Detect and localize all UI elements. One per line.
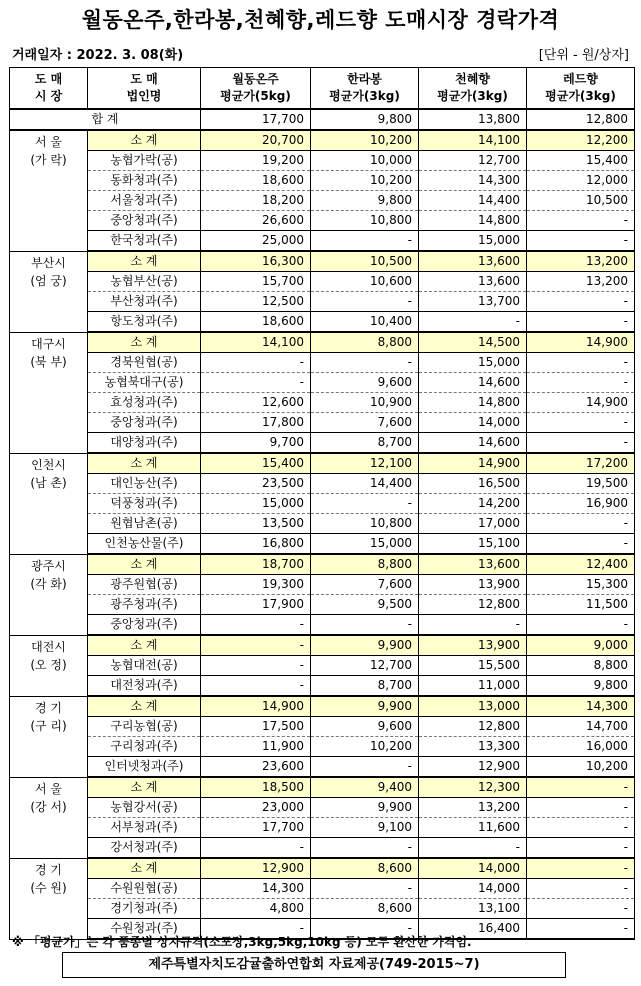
corp-name: 효성청과(주) — [88, 393, 201, 413]
corp-name: 대전청과(주) — [88, 676, 201, 697]
price-cell: 14,900 — [419, 453, 527, 474]
price-cell: 14,100 — [201, 332, 311, 353]
price-cell: 15,700 — [201, 272, 311, 292]
table-row — [10, 312, 635, 333]
price-cell: 12,200 — [527, 130, 635, 151]
price-cell: 12,300 — [419, 777, 527, 798]
corp-name: 농협가락(공) — [88, 151, 201, 171]
market-name: 대구시 (북 부) — [10, 332, 88, 453]
price-cell: 12,100 — [311, 453, 419, 474]
price-cell: 13,000 — [419, 696, 527, 717]
price-table — [9, 67, 635, 940]
price-cell: - — [311, 494, 419, 514]
price-cell: 9,800 — [527, 676, 635, 697]
table-row — [10, 151, 635, 171]
total-row — [10, 109, 635, 130]
corp-name: 광주원협(공) — [88, 575, 201, 595]
corp-name: 중앙청과(주) — [88, 211, 201, 231]
table-row — [10, 818, 635, 838]
price-cell: 17,900 — [201, 595, 311, 615]
market-name: 광주시 (각 화) — [10, 554, 88, 635]
price-cell: - — [311, 919, 419, 940]
price-cell: 8,700 — [311, 676, 419, 697]
price-cell: 14,700 — [527, 717, 635, 737]
price-cell: - — [311, 353, 419, 373]
price-cell: 12,900 — [419, 757, 527, 778]
table-row — [10, 899, 635, 919]
header-corp: 도 매 법인명 — [88, 68, 201, 110]
corp-name: 덕풍청과(주) — [88, 494, 201, 514]
price-cell: 17,200 — [527, 453, 635, 474]
price-cell: 9,800 — [311, 191, 419, 211]
price-cell: 17,700 — [201, 818, 311, 838]
header-market: 도 매 시 장 — [10, 68, 88, 110]
price-cell: 16,800 — [201, 534, 311, 555]
table-row — [10, 292, 635, 312]
total-label: 합 계 — [10, 109, 201, 130]
price-cell: 10,500 — [311, 251, 419, 272]
price-cell: - — [527, 211, 635, 231]
corp-name: 경기청과(주) — [88, 899, 201, 919]
price-cell: 13,600 — [419, 272, 527, 292]
price-cell: 8,800 — [311, 332, 419, 353]
price-cell: 10,900 — [311, 393, 419, 413]
price-cell: 8,700 — [311, 433, 419, 454]
price-cell: - — [527, 879, 635, 899]
table-row — [10, 737, 635, 757]
price-cell: 13,200 — [527, 251, 635, 272]
price-cell: 12,900 — [201, 858, 311, 879]
table-row — [10, 798, 635, 818]
price-cell: - — [527, 858, 635, 879]
price-cell: 12,700 — [419, 151, 527, 171]
price-cell: - — [311, 615, 419, 636]
price-cell: - — [419, 838, 527, 859]
price-cell: 14,000 — [419, 879, 527, 899]
price-cell: 16,900 — [527, 494, 635, 514]
market-name: 서 울 (강 서) — [10, 777, 88, 858]
price-cell: 16,500 — [419, 474, 527, 494]
table-row — [10, 717, 635, 737]
price-cell: 14,800 — [419, 211, 527, 231]
price-cell: 12,800 — [419, 595, 527, 615]
price-cell: 14,600 — [419, 433, 527, 454]
price-cell: - — [201, 353, 311, 373]
price-cell: 10,800 — [311, 514, 419, 534]
price-cell: 23,600 — [201, 757, 311, 778]
total-value: 12,800 — [527, 109, 635, 130]
price-cell: 23,000 — [201, 798, 311, 818]
corp-name: 소 계 — [88, 453, 201, 474]
price-cell: 15,500 — [419, 656, 527, 676]
price-cell: 12,800 — [419, 717, 527, 737]
price-cell: 15,000 — [419, 353, 527, 373]
price-cell: - — [527, 292, 635, 312]
header-redhyang: 레드향 평균가(3kg) — [527, 68, 635, 110]
header-hallabong: 한라봉 평균가(3kg) — [311, 68, 419, 110]
table-row — [10, 595, 635, 615]
price-cell: - — [527, 777, 635, 798]
price-cell: 12,000 — [527, 171, 635, 191]
price-cell: - — [527, 615, 635, 636]
price-cell: 9,000 — [527, 635, 635, 656]
price-cell: 12,400 — [527, 554, 635, 575]
table-row — [10, 373, 635, 393]
corp-name: 구리농협(공) — [88, 717, 201, 737]
corp-name: 구리청과(주) — [88, 737, 201, 757]
price-cell: 9,600 — [311, 373, 419, 393]
price-cell: 8,800 — [311, 554, 419, 575]
price-cell: 4,800 — [201, 899, 311, 919]
price-cell: - — [311, 838, 419, 859]
price-cell: 13,600 — [419, 251, 527, 272]
price-cell: 9,900 — [311, 696, 419, 717]
table-row — [10, 191, 635, 211]
price-cell: - — [527, 231, 635, 252]
price-cell: 15,400 — [201, 453, 311, 474]
price-cell: 13,300 — [419, 737, 527, 757]
price-cell: 11,600 — [419, 818, 527, 838]
price-cell: 9,900 — [311, 635, 419, 656]
price-cell: 13,500 — [201, 514, 311, 534]
corp-name: 농협대전(공) — [88, 656, 201, 676]
price-cell: 9,500 — [311, 595, 419, 615]
subtotal-row — [10, 130, 635, 151]
price-cell: 11,900 — [201, 737, 311, 757]
price-cell: - — [527, 919, 635, 940]
price-cell: 14,400 — [311, 474, 419, 494]
subtotal-row — [10, 858, 635, 879]
price-cell: 16,000 — [527, 737, 635, 757]
price-cell: 16,400 — [419, 919, 527, 940]
corp-name: 수원청과(주) — [88, 919, 201, 940]
price-cell: 13,700 — [419, 292, 527, 312]
price-cell: 15,000 — [311, 534, 419, 555]
table-row — [10, 211, 635, 231]
price-cell: 18,200 — [201, 191, 311, 211]
price-cell: 19,500 — [527, 474, 635, 494]
price-cell: - — [527, 818, 635, 838]
price-cell: 15,000 — [419, 231, 527, 252]
page-title: 월동온주,한라봉,천혜향,레드향 도매시장 경락가격 — [81, 8, 560, 32]
price-cell: 14,600 — [419, 373, 527, 393]
table-row — [10, 879, 635, 899]
price-cell: 26,600 — [201, 211, 311, 231]
table-row — [10, 494, 635, 514]
price-cell: 9,700 — [201, 433, 311, 454]
header-mandarin: 월동온주 평균가(5kg) — [201, 68, 311, 110]
table-row — [10, 676, 635, 697]
price-cell: 15,100 — [419, 534, 527, 555]
price-cell: 15,000 — [201, 494, 311, 514]
price-cell: 11,500 — [527, 595, 635, 615]
price-cell: 13,900 — [419, 635, 527, 656]
corp-name: 원협남촌(공) — [88, 514, 201, 534]
corp-name: 동화청과(주) — [88, 171, 201, 191]
corp-name: 한국청과(주) — [88, 231, 201, 252]
table-row — [10, 393, 635, 413]
price-cell: 14,000 — [419, 413, 527, 433]
price-cell: 8,600 — [311, 858, 419, 879]
table-row — [10, 514, 635, 534]
price-cell: 9,100 — [311, 818, 419, 838]
corp-name: 대양청과(주) — [88, 433, 201, 454]
price-cell: 17,800 — [201, 413, 311, 433]
market-name: 경 기 (구 리) — [10, 696, 88, 777]
price-cell: - — [201, 676, 311, 697]
corp-name: 소 계 — [88, 251, 201, 272]
corp-name: 농협북대구(공) — [88, 373, 201, 393]
price-cell: 12,600 — [201, 393, 311, 413]
price-cell: - — [201, 919, 311, 940]
price-cell: - — [419, 615, 527, 636]
corp-name: 서울청과(주) — [88, 191, 201, 211]
corp-name: 수원원협(공) — [88, 879, 201, 899]
corp-name: 경북원협(공) — [88, 353, 201, 373]
price-cell: - — [527, 838, 635, 859]
price-cell: - — [311, 292, 419, 312]
price-cell: 14,300 — [419, 171, 527, 191]
price-cell: 20,700 — [201, 130, 311, 151]
price-cell: 15,400 — [527, 151, 635, 171]
subtotal-row — [10, 777, 635, 798]
table-row — [10, 474, 635, 494]
price-cell: 17,500 — [201, 717, 311, 737]
corp-name: 항도청과(주) — [88, 312, 201, 333]
corp-name: 소 계 — [88, 554, 201, 575]
corp-name: 중앙청과(주) — [88, 615, 201, 636]
table-row — [10, 757, 635, 778]
subtotal-row — [10, 696, 635, 717]
corp-name: 광주청과(주) — [88, 595, 201, 615]
data-credit: 제주특별자치도감귤출하연합회 자료제공(749-2015~7) — [62, 952, 566, 978]
price-cell: 14,200 — [419, 494, 527, 514]
price-cell: 14,000 — [419, 858, 527, 879]
price-cell: 17,000 — [419, 514, 527, 534]
total-value: 13,800 — [419, 109, 527, 130]
corp-name: 중앙청과(주) — [88, 413, 201, 433]
table-row — [10, 838, 635, 859]
corp-name: 소 계 — [88, 332, 201, 353]
table-row — [10, 575, 635, 595]
table-row — [10, 171, 635, 191]
corp-name: 농협강서(공) — [88, 798, 201, 818]
price-cell: 7,600 — [311, 575, 419, 595]
table-row — [10, 534, 635, 555]
subtotal-row — [10, 554, 635, 575]
corp-name: 대인농산(주) — [88, 474, 201, 494]
subtotal-row — [10, 332, 635, 353]
header-cheonhyehyang: 천혜향 평균가(3kg) — [419, 68, 527, 110]
price-cell: 14,100 — [419, 130, 527, 151]
corp-name: 서부청과(주) — [88, 818, 201, 838]
price-cell: 13,200 — [419, 798, 527, 818]
price-cell: 13,600 — [419, 554, 527, 575]
footnote: ※ 「평균가」는 각 품종별 상자규격(소포장,3kg,5kg,10kg 등) 모두 환산한 가격임. — [12, 935, 472, 949]
trade-date: 거래일자 : 2022. 3. 08(화) — [12, 48, 184, 63]
price-cell: 16,300 — [201, 251, 311, 272]
price-cell: 23,500 — [201, 474, 311, 494]
price-cell: - — [527, 353, 635, 373]
table-row — [10, 433, 635, 454]
price-cell: 14,300 — [201, 879, 311, 899]
price-cell: - — [201, 656, 311, 676]
table-row — [10, 231, 635, 252]
corp-name: 농협부산(공) — [88, 272, 201, 292]
price-cell: - — [201, 615, 311, 636]
price-cell: 10,500 — [527, 191, 635, 211]
price-cell: 12,700 — [311, 656, 419, 676]
total-value: 17,700 — [201, 109, 311, 130]
corp-name: 부산청과(주) — [88, 292, 201, 312]
price-cell: - — [527, 373, 635, 393]
price-cell: 14,400 — [419, 191, 527, 211]
market-name: 대전시 (오 정) — [10, 635, 88, 696]
price-cell: - — [527, 534, 635, 555]
market-name: 경 기 (수 원) — [10, 858, 88, 939]
header-row — [10, 68, 635, 110]
subtotal-row — [10, 453, 635, 474]
corp-name: 인터넷청과(주) — [88, 757, 201, 778]
corp-name: 강서청과(주) — [88, 838, 201, 859]
table-row — [10, 353, 635, 373]
corp-name: 소 계 — [88, 635, 201, 656]
price-cell: 14,800 — [419, 393, 527, 413]
price-cell: - — [527, 433, 635, 454]
market-name: 부산시 (엄 궁) — [10, 251, 88, 332]
corp-name: 소 계 — [88, 858, 201, 879]
price-cell: 18,600 — [201, 312, 311, 333]
price-cell: 10,400 — [311, 312, 419, 333]
price-cell: - — [201, 635, 311, 656]
price-cell: 19,200 — [201, 151, 311, 171]
price-cell: 10,200 — [527, 757, 635, 778]
total-value: 9,800 — [311, 109, 419, 130]
price-cell: 11,000 — [419, 676, 527, 697]
price-cell: - — [201, 838, 311, 859]
price-cell: 9,900 — [311, 798, 419, 818]
corp-name: 소 계 — [88, 777, 201, 798]
price-cell: 14,900 — [527, 393, 635, 413]
price-cell: - — [527, 312, 635, 333]
corp-name: 인천농산물(주) — [88, 534, 201, 555]
price-cell: 10,800 — [311, 211, 419, 231]
price-cell: 14,300 — [527, 696, 635, 717]
subtotal-row — [10, 251, 635, 272]
price-cell: 9,600 — [311, 717, 419, 737]
price-cell: - — [527, 798, 635, 818]
price-cell: 18,500 — [201, 777, 311, 798]
price-cell: 19,300 — [201, 575, 311, 595]
subtotal-row — [10, 635, 635, 656]
corp-name: 소 계 — [88, 696, 201, 717]
price-cell: - — [311, 231, 419, 252]
price-cell: - — [527, 514, 635, 534]
price-cell: 14,500 — [419, 332, 527, 353]
price-cell: 9,400 — [311, 777, 419, 798]
price-cell: 14,900 — [527, 332, 635, 353]
market-name: 인천시 (남 촌) — [10, 453, 88, 554]
unit-label: [단위 - 원/상자] — [538, 48, 629, 63]
table-row — [10, 656, 635, 676]
price-cell: 14,900 — [201, 696, 311, 717]
price-cell: 7,600 — [311, 413, 419, 433]
price-cell: - — [527, 413, 635, 433]
table-row — [10, 413, 635, 433]
price-cell: - — [311, 757, 419, 778]
price-cell: - — [527, 899, 635, 919]
price-cell: 13,900 — [419, 575, 527, 595]
price-cell: 13,100 — [419, 899, 527, 919]
price-cell: 25,000 — [201, 231, 311, 252]
price-cell: 10,600 — [311, 272, 419, 292]
price-cell: 13,200 — [527, 272, 635, 292]
price-cell: - — [311, 879, 419, 899]
price-cell: 8,600 — [311, 899, 419, 919]
price-cell: - — [201, 373, 311, 393]
corp-name: 소 계 — [88, 130, 201, 151]
price-cell: 12,500 — [201, 292, 311, 312]
price-cell: 8,800 — [527, 656, 635, 676]
price-cell: - — [419, 312, 527, 333]
price-cell: 10,000 — [311, 151, 419, 171]
price-cell: 18,600 — [201, 171, 311, 191]
table-row — [10, 615, 635, 636]
price-cell: 10,200 — [311, 737, 419, 757]
price-cell: 10,200 — [311, 171, 419, 191]
price-cell: 15,300 — [527, 575, 635, 595]
table-row — [10, 272, 635, 292]
price-cell: 10,200 — [311, 130, 419, 151]
price-cell: 18,700 — [201, 554, 311, 575]
market-name: 서 울 (가 락) — [10, 130, 88, 251]
